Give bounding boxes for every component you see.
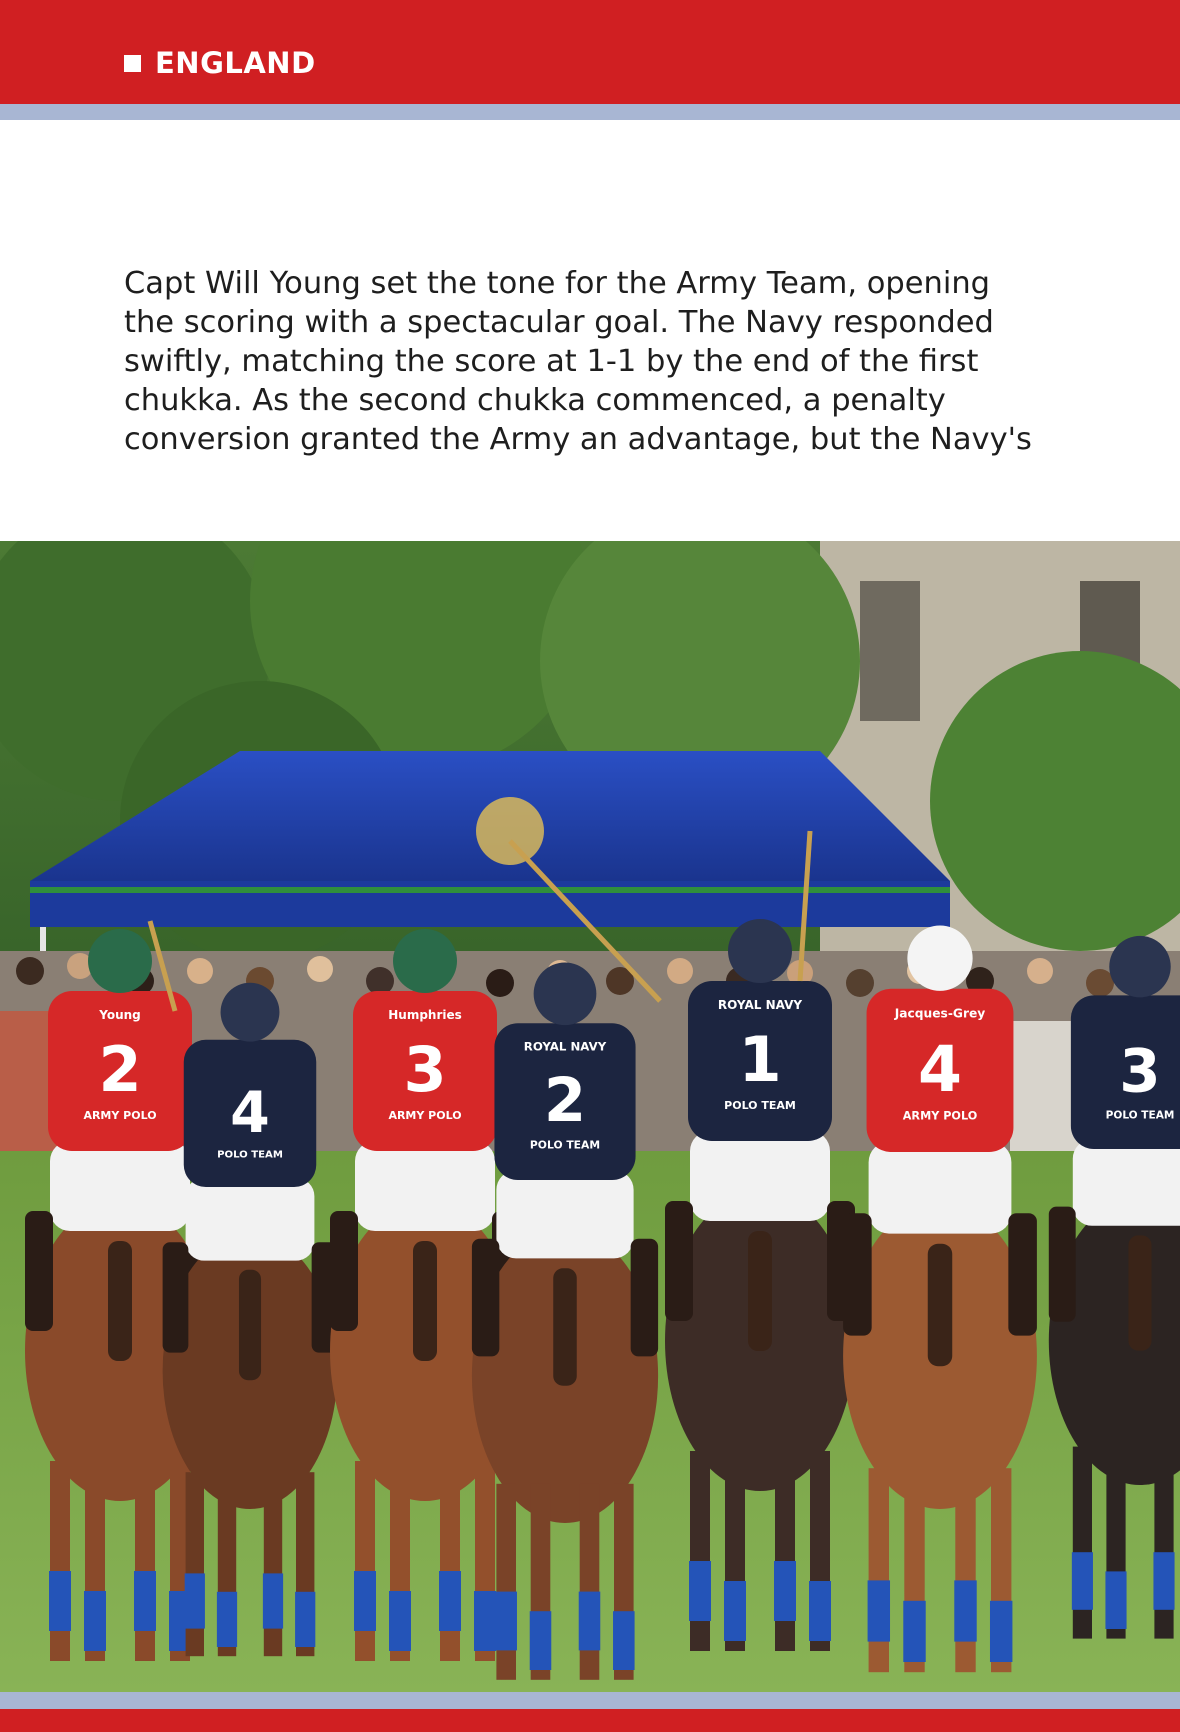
rider-trousers xyxy=(1073,1139,1180,1225)
horse-tail xyxy=(1128,1235,1151,1350)
leg-bandage xyxy=(185,1573,205,1628)
horse-tail xyxy=(413,1241,437,1361)
jersey-name: Jacques-Grey xyxy=(894,1006,986,1021)
leg-bandage xyxy=(774,1561,796,1621)
jersey-number: 1 xyxy=(738,1023,782,1096)
leg-bandage xyxy=(1153,1552,1174,1610)
leg-bandage xyxy=(495,1592,517,1651)
rider-trousers xyxy=(186,1178,315,1261)
article-paragraph xyxy=(124,264,1084,459)
leg-bandage xyxy=(990,1601,1012,1662)
leg-bandage xyxy=(263,1573,283,1628)
jersey-number: 2 xyxy=(543,1066,587,1137)
header-stripe xyxy=(0,104,1180,120)
footer-stripe xyxy=(0,1692,1180,1709)
leg-bandage xyxy=(439,1571,461,1631)
leg-bandage xyxy=(903,1601,925,1662)
rider-helmet xyxy=(221,983,280,1042)
horse-tail xyxy=(239,1270,261,1380)
jersey-name: Young xyxy=(99,1008,141,1022)
leg-bandage xyxy=(868,1580,890,1641)
section-label xyxy=(124,46,316,80)
jersey-team-text: ARMY POLO xyxy=(902,1109,978,1123)
rider-helmet xyxy=(907,926,972,991)
leg-bandage xyxy=(474,1591,496,1651)
section-label-text: ENGLAND xyxy=(155,46,316,80)
jersey-number: 4 xyxy=(918,1031,962,1106)
leg-bandage xyxy=(724,1581,746,1641)
jersey-number: 4 xyxy=(230,1079,270,1146)
article-line: Capt Will Young set the tone for the Army Team, opening xyxy=(124,266,991,301)
square-icon xyxy=(124,55,141,72)
rider-boot xyxy=(843,1213,872,1335)
horse-tail xyxy=(108,1241,132,1361)
jersey-number: 3 xyxy=(1119,1037,1161,1107)
jersey-team-text: ARMY POLO xyxy=(83,1109,157,1122)
leg-bandage xyxy=(134,1571,156,1631)
leg-bandage xyxy=(1105,1571,1126,1629)
rider-trousers xyxy=(50,1141,190,1231)
jersey-team-text: POLO TEAM xyxy=(529,1138,601,1152)
leg-bandage xyxy=(954,1580,976,1641)
jersey-team-text: ARMY POLO xyxy=(388,1109,462,1122)
rider-helmet xyxy=(88,929,152,993)
jersey-team-text: POLO TEAM xyxy=(217,1149,283,1161)
horse-tail xyxy=(553,1268,577,1386)
article-line: swiftly, matching the score at 1-1 by the end of the first xyxy=(124,344,979,379)
article-line: the scoring with a spectacular goal. The Navy responded xyxy=(124,305,994,340)
tent-crest xyxy=(476,797,544,865)
rider-helmet xyxy=(393,929,457,993)
jersey-name: ROYAL NAVY xyxy=(523,1039,607,1054)
leg-bandage xyxy=(84,1591,106,1651)
jersey-number: 2 xyxy=(98,1033,142,1106)
rider-boot xyxy=(25,1211,53,1331)
jersey-team-text: POLO TEAM xyxy=(1105,1109,1175,1122)
rider-helmet xyxy=(534,962,597,1025)
leg-bandage xyxy=(217,1592,237,1647)
jersey-name: ROYAL NAVY xyxy=(717,998,803,1012)
jersey-team-text: POLO TEAM xyxy=(724,1099,796,1112)
article-line: chukka. As the second chukka commenced, a penalty xyxy=(124,383,946,418)
rider-boot xyxy=(1049,1207,1076,1322)
rider-trousers xyxy=(690,1131,830,1221)
jersey-name: Humphries xyxy=(388,1008,462,1022)
leg-bandage xyxy=(389,1591,411,1651)
leg-bandage xyxy=(809,1581,831,1641)
leg-bandage xyxy=(579,1592,601,1651)
leg-bandage xyxy=(49,1571,71,1631)
rider-trousers xyxy=(496,1170,633,1258)
leg-bandage xyxy=(295,1592,315,1647)
rider-boot xyxy=(330,1211,358,1331)
rider-boot xyxy=(163,1242,189,1352)
rider-boot xyxy=(665,1201,693,1321)
leg-bandage xyxy=(530,1611,552,1670)
polo-photo-illustration xyxy=(0,541,1180,1692)
leg-bandage xyxy=(354,1571,376,1631)
rider-boot xyxy=(631,1239,658,1357)
polo-match-photo xyxy=(0,541,1180,1692)
horse-tail xyxy=(748,1231,772,1351)
rider-helmet xyxy=(728,919,792,983)
building-window xyxy=(860,581,920,721)
rider-boot xyxy=(472,1239,499,1357)
article-line: conversion granted the Army an advantage, but the Navy's xyxy=(124,422,1032,457)
leg-bandage xyxy=(689,1561,711,1621)
jersey-number: 3 xyxy=(403,1033,447,1106)
tent-trim xyxy=(30,887,950,893)
rider-boot xyxy=(1008,1213,1037,1335)
leg-bandage xyxy=(613,1611,635,1670)
footer-bar xyxy=(0,1709,1180,1732)
rider-trousers xyxy=(869,1142,1012,1234)
rider-trousers xyxy=(355,1141,495,1231)
rider-helmet xyxy=(1109,936,1170,997)
horse-tail xyxy=(928,1244,952,1366)
leg-bandage xyxy=(1072,1552,1093,1610)
